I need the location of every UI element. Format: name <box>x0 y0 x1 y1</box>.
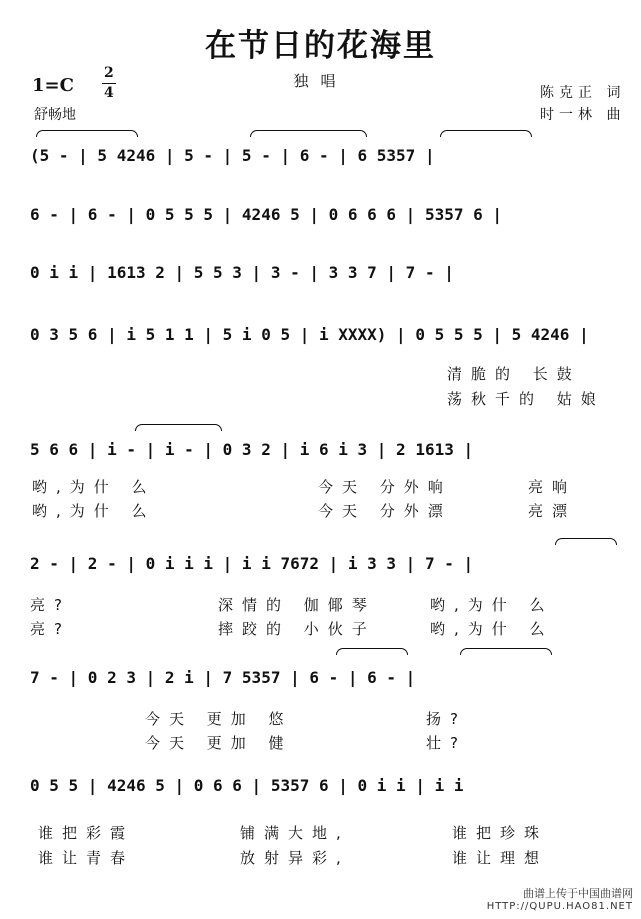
lyrics-line: 今天 分外漂 <box>318 502 452 520</box>
footer-url: HTTP://QUPU.HAO81.NET <box>486 901 633 912</box>
slur-arc <box>36 130 138 137</box>
score-line-3: 0 i i | 1613 2 | 5 5 3 | 3 - | 3 3 7 | 7 - | <box>30 263 454 282</box>
lyrics-line: 今天 分外响 <box>318 478 452 496</box>
lyrics-line: 谁把珍珠 <box>452 824 549 842</box>
score-line-5: 5 6 6 | i - | i - | 0 3 2 | i 6 i 3 | 2 1613 | <box>30 440 474 459</box>
song-title: 在节日的花海里 <box>205 28 436 64</box>
lyrics-line: 谁让青春 <box>38 849 135 867</box>
slur-arc <box>250 130 367 137</box>
lyrics-line: 亮? <box>30 596 71 614</box>
slur-arc <box>336 648 408 655</box>
score-line-8: 0 5 5 | 4246 5 | 0 6 6 | 5357 6 | 0 i i | i i <box>30 776 464 795</box>
time-signature <box>102 64 116 103</box>
lyrics-line: 谁把彩霞 <box>38 824 135 842</box>
lyricist-credit: 陈克正 词 <box>540 85 626 101</box>
lyrics-line: 谁让理想 <box>452 849 549 867</box>
lyrics-line: 壮? <box>426 734 467 752</box>
score-line-6: 2 - | 2 - | 0 i i i | i i 7672 | i 3 3 | 7 - | <box>30 554 474 573</box>
performance-type: 独唱 <box>293 72 348 90</box>
footer-watermark <box>487 887 633 913</box>
lyrics-line: 深情的 伽倻琴 <box>218 596 376 614</box>
score-line-1: (5 - | 5 4246 | 5 - | 5 - | 6 - | 6 5357 | <box>30 146 435 165</box>
lyrics-line: 亮漂 <box>528 502 577 520</box>
score-line-4: 0 3 5 6 | i 5 1 1 | 5 i 0 5 | i XXXX) | 0 5 5 5 | 5 4246 | <box>30 325 589 344</box>
time-signature-top: 2 <box>104 65 114 81</box>
lyrics-line: 铺满大地, <box>240 824 350 842</box>
tempo-marking: 舒畅地 <box>34 107 76 123</box>
score-line-7: 7 - | 0 2 3 | 2 i | 7 5357 | 6 - | 6 - | <box>30 668 416 687</box>
key-signature: 1=C <box>32 75 74 96</box>
lyrics-line: 亮? <box>30 620 71 638</box>
lyrics-line: 今天 更加 悠 <box>145 710 293 728</box>
slur-arc <box>440 130 532 137</box>
lyrics-line: 荡秋千的 姑娘 <box>447 390 605 408</box>
footer-site: 曲谱上传于中国曲谱网 <box>523 887 633 900</box>
lyrics-line: 扬? <box>426 710 467 728</box>
lyrics-line: 哟,为什 么 <box>430 620 554 638</box>
slur-arc <box>555 538 617 545</box>
score-line-2: 6 - | 6 - | 0 5 5 5 | 4246 5 | 0 6 6 6 | 5357 6 | <box>30 205 503 224</box>
lyrics-line: 亮响 <box>528 478 577 496</box>
composer-credit: 时一林 曲 <box>540 107 626 123</box>
lyrics-line: 清脆的 长鼓 <box>447 365 581 383</box>
slur-arc <box>460 648 552 655</box>
lyrics-line: 哟,为什 么 <box>32 478 156 496</box>
time-signature-bottom: 4 <box>104 85 114 101</box>
lyrics-line: 今天 更加 健 <box>145 734 293 752</box>
lyrics-line: 哟,为什 么 <box>32 502 156 520</box>
lyrics-line: 摔跤的 小伙子 <box>218 620 376 638</box>
lyrics-line: 哟,为什 么 <box>430 596 554 614</box>
slur-arc <box>135 424 222 431</box>
lyrics-line: 放射异彩, <box>240 849 350 867</box>
